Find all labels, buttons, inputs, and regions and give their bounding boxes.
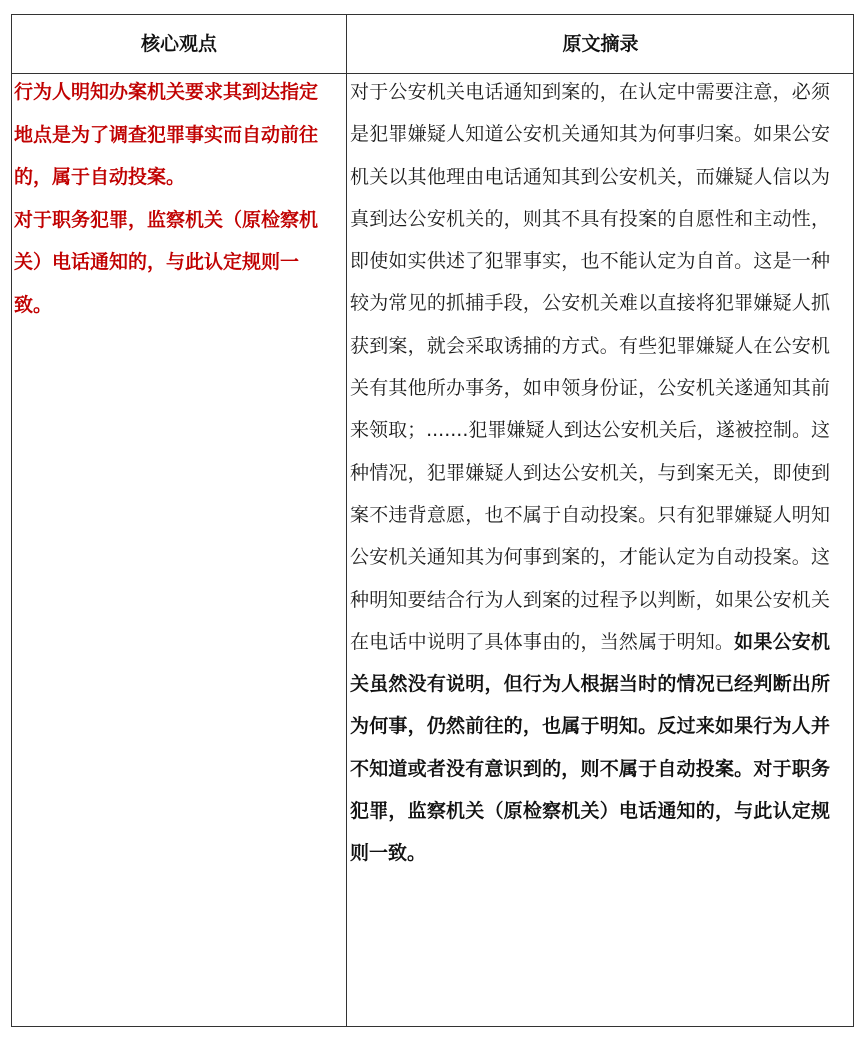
header-original-excerpt: 原文摘录 bbox=[562, 33, 639, 55]
original-excerpt-cell bbox=[350, 71, 830, 875]
core-viewpoint-cell bbox=[14, 71, 326, 326]
core-viewpoint-paragraph-2: 对于职务犯罪，监察机关（原检察机关）电话通知的，与此认定规则一致。 bbox=[14, 208, 319, 316]
header-core-viewpoint: 核心观点 bbox=[140, 33, 217, 55]
core-viewpoint-paragraph-1: 行为人明知办案机关要求其到达指定地点是为了调查犯罪事实而自动前往的，属于自动投案。 bbox=[14, 81, 319, 188]
table-header-row bbox=[12, 15, 853, 74]
excerpt-normal-text: 对于公安机关电话通知到案的，在认定中需要注意，必须是犯罪嫌疑人知道公安机关通知其为何事归案。如果公安机关以其他理由电话通知其到公安机关，而嫌疑人信以为真到达公安机关的，则其不具有投案的自愿性和主动性，即使如实供述了犯罪事实，也不能认定为自首。这是一种较为常见的抓捕手段，公安机关难以直接将犯罪嫌疑人抓获到案，就会采取诱捕的方式。有些犯罪嫌疑人在公安机关有其他所办事务，如申领身份证，公安机关遂通知其前来领取；.......犯罪嫌疑人到达公安机关后，遂被控制。这种情况，犯罪嫌疑人到达公安机关，与到案无关，即使到案不违背意愿，也不属于自动投案。只有犯罪嫌疑人明知公安机关通知其为何事到案的，才能认定为自动投案。这种明知要结合行为人到案的过程予以判断，如果公安机关在电话中说明了具体事由的，当然属于明知。 bbox=[350, 81, 830, 653]
excerpt-bold-text: 如果公安机关虽然没有说明，但行为人根据当时的情况已经判断出所为何事，仍然前往的，也属于明知。反过来如果行为人并不知道或者没有意识到的，则不属于自动投案。对于职务犯罪，监察机关（原检察机关）电话通知的，与此认定规则一致。 bbox=[350, 630, 830, 865]
column-divider bbox=[346, 15, 347, 1026]
